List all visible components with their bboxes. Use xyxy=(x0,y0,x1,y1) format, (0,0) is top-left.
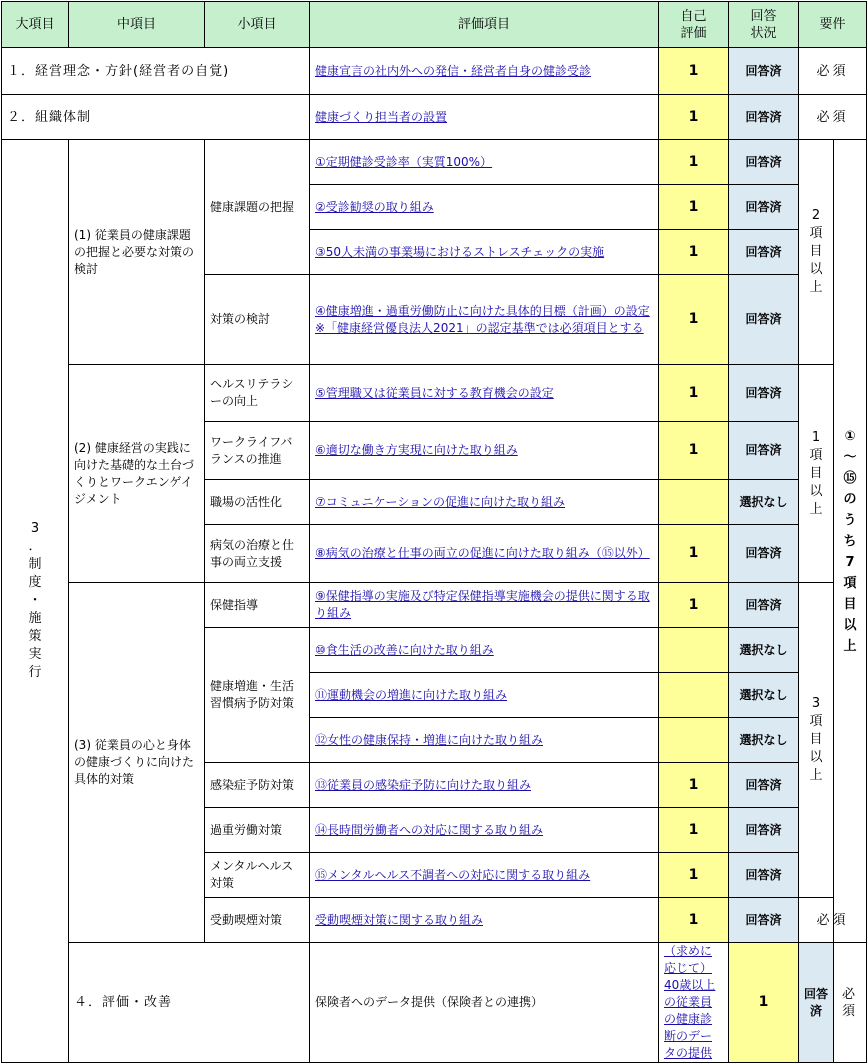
dai-label: １．経営理念・方針(経営者の自覚) xyxy=(2,48,310,95)
self-score: 1 xyxy=(659,422,729,480)
self-score: 1 xyxy=(659,365,729,422)
self-score: 1 xyxy=(659,583,729,628)
evaluation-item[interactable] xyxy=(310,763,659,808)
header-sho: 小項目 xyxy=(205,2,310,48)
table-row xyxy=(2,48,867,95)
evaluation-link[interactable]: （求めに応じて）40歳以上の従業員の健康診断のデータの提供 xyxy=(664,944,716,1060)
dai-label: ２．組織体制 xyxy=(2,95,310,140)
sho-label: 健康増進・生活習慣病予防対策 xyxy=(205,628,310,763)
evaluation-link[interactable]: ⑪運動機会の増進に向けた取り組み xyxy=(315,687,508,702)
table-row xyxy=(2,943,867,1063)
dai-label: ４．評価・改善 xyxy=(69,943,310,1063)
group-requirement: 3 項 目 以 上 xyxy=(799,583,834,898)
answer-status: 回答済 xyxy=(729,275,799,365)
evaluation-link[interactable]: ③50人未満の事業場におけるストレスチェックの実施 xyxy=(315,244,605,259)
header-hyoka: 評価項目 xyxy=(310,2,659,48)
requirement: 必須 xyxy=(834,943,867,1063)
self-score: 1 xyxy=(659,763,729,808)
evaluation-item[interactable] xyxy=(310,673,659,718)
sho-label: ヘルスリテラシーの向上 xyxy=(205,365,310,422)
self-score: 1 xyxy=(659,95,729,140)
evaluation-link[interactable]: ⑫女性の健康保持・増進に向けた取り組み xyxy=(315,732,544,747)
header-row xyxy=(2,2,867,48)
evaluation-item[interactable] xyxy=(310,275,659,365)
sho-label: 病気の治療と仕事の両立支援 xyxy=(205,525,310,583)
requirement: 必須 xyxy=(799,48,867,95)
evaluation-link[interactable]: 健康づくり担当者の設置 xyxy=(315,109,448,124)
self-score: 1 xyxy=(659,48,729,95)
answer-status: 回答済 xyxy=(729,365,799,422)
sho-label: 職場の活性化 xyxy=(205,480,310,525)
evaluation-item[interactable] xyxy=(659,943,729,1063)
table-row xyxy=(2,140,867,185)
evaluation-link[interactable]: ④健康増進・過重労働防止に向けた具体的目標（計画）の設定 ※「健康経営優良法人2021」の認定基準では必須項目とする xyxy=(315,303,650,335)
answer-status: 回答済 xyxy=(729,583,799,628)
evaluation-item[interactable] xyxy=(310,48,659,95)
answer-status: 回答済 xyxy=(729,525,799,583)
self-score: 1 xyxy=(659,140,729,185)
evaluation-item[interactable] xyxy=(310,185,659,230)
sho-label: 過重労働対策 xyxy=(205,808,310,853)
table-row xyxy=(2,365,867,422)
sho-label: 健康課題の把握 xyxy=(205,140,310,275)
group-requirement: 1 項 目 以 上 xyxy=(799,365,834,583)
self-score: 1 xyxy=(659,525,729,583)
sho-label: メンタルヘルス対策 xyxy=(205,853,310,898)
overall-requirement: ① 〜 ⑮ の う ち 7 項 目 以 上 xyxy=(834,140,867,943)
self-score xyxy=(659,480,729,525)
evaluation-item[interactable] xyxy=(310,525,659,583)
evaluation-item[interactable] xyxy=(310,365,659,422)
header-dai: 大項目 xyxy=(2,2,69,48)
evaluation-link[interactable]: ⑨保健指導の実施及び特定保健指導実施機会の提供に関する取り組み xyxy=(315,589,650,620)
self-score xyxy=(659,628,729,673)
self-score xyxy=(659,673,729,718)
answer-status: 回答済 xyxy=(729,853,799,898)
dai-label-vertical: 3 ． 制 度 ・ 施 策 実 行 xyxy=(2,140,69,1063)
evaluation-item[interactable] xyxy=(310,583,659,628)
evaluation-item[interactable] xyxy=(310,898,659,943)
answer-status: 回答済 xyxy=(729,230,799,275)
chu-label: (1) 従業員の健康課題の把握と必要な対策の検討 xyxy=(69,140,205,365)
answer-status: 回答済 xyxy=(729,422,799,480)
answer-status: 回答済 xyxy=(729,140,799,185)
evaluation-link[interactable]: ②受診勧奨の取り組み xyxy=(315,199,434,214)
evaluation-item[interactable] xyxy=(310,853,659,898)
self-score: 1 xyxy=(659,808,729,853)
evaluation-link[interactable]: ①定期健診受診率（実質100%） xyxy=(315,154,493,169)
self-score: 1 xyxy=(659,275,729,365)
answer-status: 回答済 xyxy=(729,898,799,943)
sho-label: 感染症予防対策 xyxy=(205,763,310,808)
evaluation-item[interactable] xyxy=(310,480,659,525)
sho-label: ワークライフバランスの推進 xyxy=(205,422,310,480)
evaluation-item[interactable] xyxy=(310,808,659,853)
answer-status: 回答済 xyxy=(729,95,799,140)
evaluation-link[interactable]: 受動喫煙対策に関する取り組み xyxy=(315,912,484,927)
evaluation-link[interactable]: ⑤管理職又は従業員に対する教育機会の設定 xyxy=(315,385,554,400)
requirement: 必須 xyxy=(799,95,867,140)
evaluation-link[interactable]: ⑥適切な働き方実現に向けた取り組み xyxy=(315,443,518,457)
evaluation-link[interactable]: 健康宣言の社内外への発信・経営者自身の健診受診 xyxy=(315,63,592,78)
table-row xyxy=(2,583,867,628)
header-jiko: 自己 評価 xyxy=(659,2,729,48)
evaluation-table xyxy=(1,1,867,1063)
header-yoken: 要件 xyxy=(799,2,867,48)
self-score: 1 xyxy=(659,185,729,230)
answer-status: 回答済 xyxy=(729,763,799,808)
evaluation-item[interactable] xyxy=(310,230,659,275)
evaluation-link[interactable]: ⑦コミュニケーションの促進に向けた取り組み xyxy=(315,494,566,509)
evaluation-item[interactable] xyxy=(310,95,659,140)
answer-status: 回答済 xyxy=(799,943,834,1063)
evaluation-link[interactable]: ⑧病気の治療と仕事の両立の促進に向けた取り組み（⑮以外） xyxy=(315,546,650,560)
answer-status: 回答済 xyxy=(729,48,799,95)
answer-status: 選択なし xyxy=(729,673,799,718)
self-score: 1 xyxy=(659,853,729,898)
self-score: 1 xyxy=(729,943,799,1063)
answer-status: 選択なし xyxy=(729,480,799,525)
sho-label: 対策の検討 xyxy=(205,275,310,365)
evaluation-link[interactable]: ⑩食生活の改善に向けた取り組み xyxy=(315,642,494,657)
answer-status: 選択なし xyxy=(729,718,799,763)
sho-label: 受動喫煙対策 xyxy=(205,898,310,943)
answer-status: 回答済 xyxy=(729,808,799,853)
requirement: 必須 xyxy=(799,898,867,943)
evaluation-link[interactable]: ⑮メンタルヘルス不調者への対応に関する取り組み xyxy=(315,867,591,882)
chu-label: (2) 健康経営の実践に向けた基礎的な土台づくりとワークエンゲイジメント xyxy=(69,365,205,583)
answer-status: 回答済 xyxy=(729,185,799,230)
chu-label: (3) 従業員の心と身体の健康づくりに向けた具体的対策 xyxy=(69,583,205,943)
header-kaito: 回答 状況 xyxy=(729,2,799,48)
evaluation-item[interactable] xyxy=(310,422,659,480)
self-score: 1 xyxy=(659,898,729,943)
self-score xyxy=(659,718,729,763)
evaluation-item[interactable] xyxy=(310,140,659,185)
evaluation-item[interactable] xyxy=(310,628,659,673)
evaluation-item[interactable] xyxy=(310,718,659,763)
evaluation-link[interactable]: ⑭長時間労働者への対応に関する取り組み xyxy=(315,822,544,837)
table-row xyxy=(2,95,867,140)
header-chu: 中項目 xyxy=(69,2,205,48)
self-score: 1 xyxy=(659,230,729,275)
evaluation-link[interactable]: ⑬従業員の感染症予防に向けた取り組み xyxy=(315,777,532,792)
sho-label: 保健指導 xyxy=(205,583,310,628)
answer-status: 選択なし xyxy=(729,628,799,673)
sho-label: 保険者へのデータ提供（保険者との連携） xyxy=(310,943,659,1063)
group-requirement: 2 項 目 以 上 xyxy=(799,140,834,365)
